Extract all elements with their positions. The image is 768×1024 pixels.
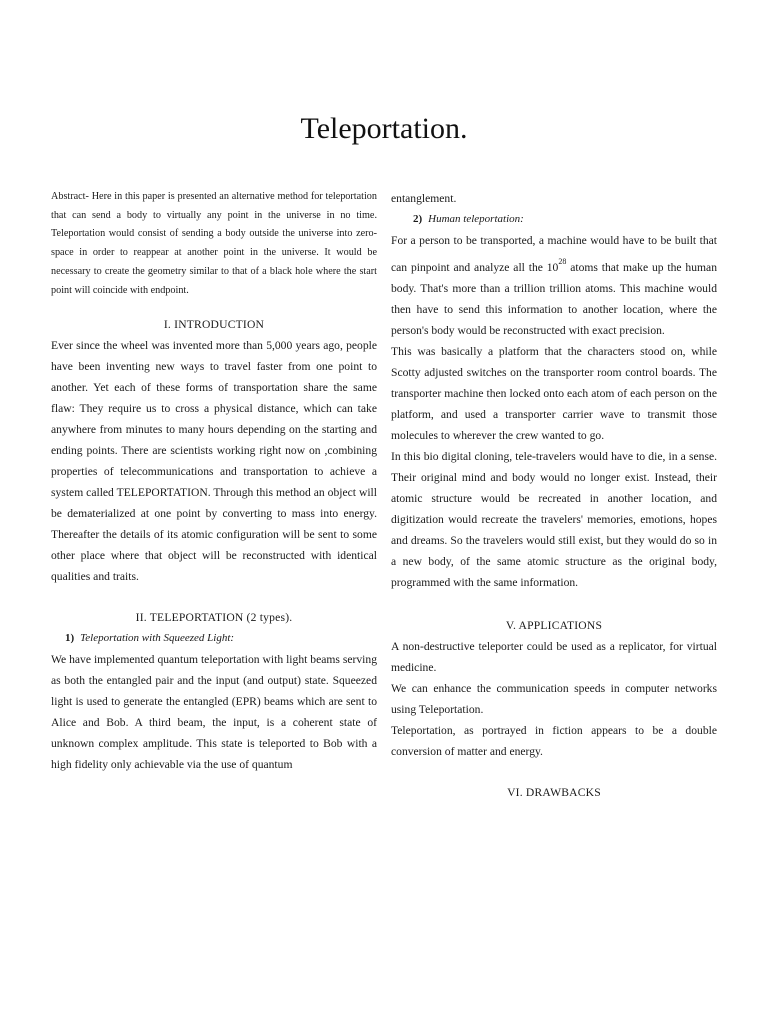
human-teleportation-text-b: atoms that make up the human body. That's more than a trillion trillion atoms. This machine would then have to send this information to another location, where the person's body would be reconstructed with exact precision. [391, 261, 717, 337]
exponent: 28 [558, 257, 567, 266]
human-teleportation-body [391, 230, 717, 341]
subsection-heading-human-teleportation [391, 209, 717, 230]
right-column [391, 188, 717, 803]
squeezed-light-body-continued: entanglement. [391, 192, 457, 205]
section-heading-applications: V. APPLICATIONS [505, 619, 603, 632]
applications-paragraph-3: Teleportation, as portrayed in fiction appears to be a double conversion of matter and energy. [391, 724, 717, 758]
abstract: Abstract- Here in this paper is presented an alternative method for teleportation that can send a body to virtually any point in the universe in no time. Teleportation would consist of sending a body outside the universe into zero-space in order to reappear at another point in the universe. It would be necessary to create the geometry similar to that of a black hole where the start point will coincide with endpoint. [51, 191, 377, 296]
section-heading-drawbacks: VI. DRAWBACKS [507, 786, 601, 799]
applications-paragraph-2: We can enhance the communication speeds in computer networks using Teleportation. [391, 682, 717, 716]
subsection-number: 1) [65, 632, 75, 645]
subsection-title: Human teleportation: [428, 213, 524, 225]
applications-paragraph-1: A non-destructive teleporter could be used as a replicator, for virtual medicine. [391, 640, 717, 674]
paper-title: Teleportation. [300, 112, 468, 145]
transporter-paragraph: This was basically a platform that the characters stood on, while Scotty adjusted switches on the transporter room control boards. The transporter machine then locked onto each atom of each person on the platform, and used a transporter carrier wave to transmit those molecules to wherever the crew wanted to go. [391, 345, 717, 442]
section-heading-teleportation: II. TELEPORTATION (2 types). [135, 611, 293, 625]
subsection-number: 2) [413, 213, 423, 225]
subsection-title: Teleportation with Squeezed Light: [80, 632, 235, 645]
subsection-heading-squeezed-light [51, 628, 377, 649]
bio-digital-cloning-paragraph: In this bio digital cloning, tele-travelers would have to die, in a sense. Their original mind and body would no longer exist. Instead, their atomic structure would be recreated in another location, and digitization would recreate the travelers' memories, emotions, hopes and dreams. So the travelers would still exist, but they would do so in a new body, of the same atomic structure as the original body, programmed with the same information. [391, 450, 717, 589]
human-teleportation-text-a: For a person to be transported, a machine would have to be built that can pinpoint and analyze all the 10 [391, 234, 717, 274]
left-column [51, 188, 377, 775]
introduction-body: Ever since the wheel was invented more than 5,000 years ago, people have been inventing new ways to travel faster from one point to another. Yet each of these forms of transportation share the same flaw: They require us to cross a physical distance, which can take anywhere from minutes to many hours depending on the starting and ending points. There are scientists working right now on ,combining properties of telecommunications and transportation to achieve a system called TELEPORTATION. Through this method an object will be dematerialized at one point by converting to mass into energy. Thereafter the details of its atomic configuration will be sent to some other place where that object will be reconstructed with identical qualities and traits. [51, 339, 377, 584]
squeezed-light-body: We have implemented quantum teleportation with light beams serving as both the entangled pair and the input (and output) state. Squeezed light is used to generate the entangled (EPR) beams which are sent to Alice and Bob. A third beam, the input, is a coherent state of unknown complex amplitude. This state is teleported to Bob with a high fidelity only achievable via the use of quantum [51, 653, 377, 772]
section-heading-introduction: I. INTRODUCTION [163, 318, 265, 332]
